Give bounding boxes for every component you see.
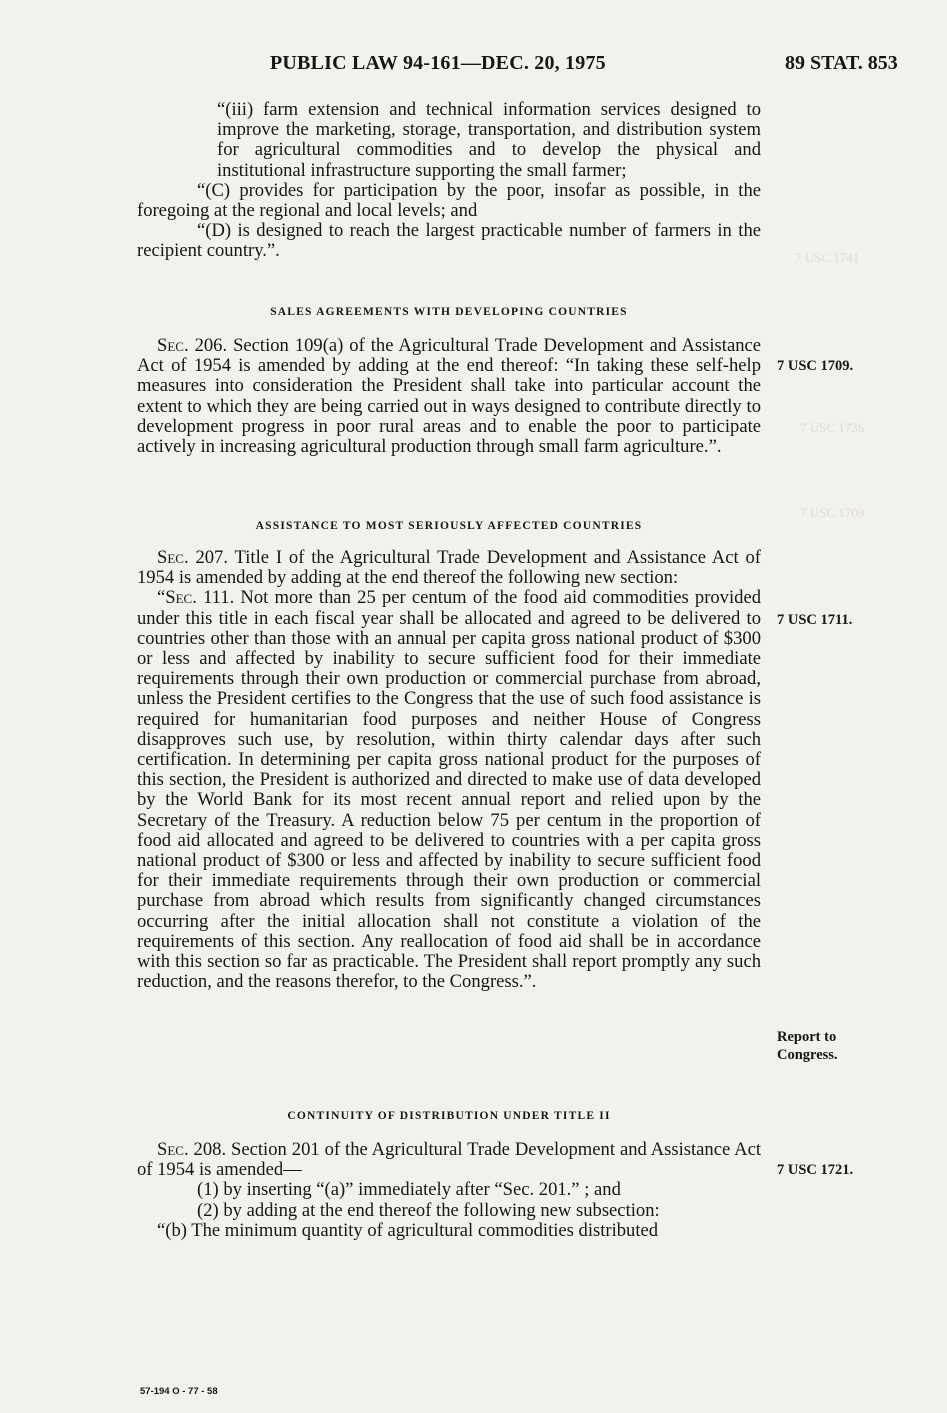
item-1: (1) by inserting “(a)” immediately after “Sec. 201.” ; and (197, 1179, 621, 1201)
clause-d: “(D) is designed to reach the largest practicable number of farmers in the recipient country.”. (137, 220, 761, 262)
statute-page-number: 89 STAT. 853 (785, 52, 898, 74)
bleed-through-text: 7 USC 1709 (800, 505, 865, 520)
section-111-text (137, 588, 761, 992)
bleed-through-text: 7 USC 1736 (800, 420, 865, 435)
section-heading-208: CONTINUITY OF DISTRIBUTION UNDER TITLE II (287, 1110, 611, 1122)
section-207-text (137, 548, 761, 588)
sec-label: Sec. (157, 547, 189, 568)
section-206 (137, 336, 761, 457)
section-207-body: 207. Title I of the Agricultural Trade Development and Assistance Act of 1954 is amended by adding at the end thereof the following new section: (137, 547, 761, 589)
section-207 (137, 548, 761, 992)
section-208 (137, 1140, 761, 1241)
item-2: (2) by adding at the end thereof the following new subsection: (197, 1199, 660, 1221)
margin-note-1721: 7 USC 1721. (777, 1162, 854, 1178)
margin-note-1711: 7 USC 1711. (777, 612, 853, 628)
section-208-text (137, 1140, 761, 1180)
section-heading-206: SALES AGREEMENTS WITH DEVELOPING COUNTRIES (270, 306, 628, 318)
printing-footer: 57-194 O - 77 - 58 (140, 1386, 218, 1397)
section-206-text (137, 336, 761, 457)
section-206-body: 206. Section 109(a) of the Agricultural Trade Development and Assistance Act of 1954 is amended by adding at the end thereof: “In taking these self-help measures into consideration the President shall take into particular account the extent to which they are being carried out in ways designed to contribute directly to development progress in poor rural areas and to enable the poor to participate actively in increasing agricultural production through small farm agriculture.”. (137, 335, 761, 458)
item-3: “(b) The minimum quantity of agricultural commodities distributed (157, 1219, 659, 1241)
sec-label: “Sec. (157, 587, 197, 609)
sec-label: Sec. (157, 335, 189, 356)
sec-label: Sec. (157, 1139, 189, 1160)
clause-iii: “(iii) farm extension and technical information services designed to improve the marketing, storage, transportation, and distribution system for agricultural commodities and to develop the physical and institutional infrastructure supporting the small farmer; (217, 99, 761, 181)
margin-note-report-line1: Report to (777, 1029, 837, 1045)
continued-provisions (137, 100, 761, 262)
running-header-title: PUBLIC LAW 94-161—DEC. 20, 1975 (270, 52, 606, 74)
clause-c: “(C) provides for participation by the poor, insofar as possible, in the foregoing at the regional and local levels; and (137, 179, 761, 222)
section-heading-207: ASSISTANCE TO MOST SERIOUSLY AFFECTED COUNTRIES (255, 520, 643, 532)
section-111-body: 111. Not more than 25 per centum of the food aid commodities provided under this title in each fiscal year shall be allocated and agreed to be delivered to countries other than those with an annual per capita gross national product of $300 or less and affected by inability to secure sufficient food for their immediate requirements through their own production or commercial purchase from abroad, unless the President certifies to the Congress that the use of such food assistance is required for humanitarian food purposes and neither House of Congress disapproves such use, by resolution, within thirty calendar days after such certification. In determining per capita gross national product for the purposes of this section, the President is authorized and directed to make use of data developed by the World Bank for its most recent annual report and relied upon by the Secretary of the Treasury. A reduction below 75 per centum in the proportion of food aid allocated and agreed to be delivered to countries with a per capita gross national product of $300 or less and affected by inability to secure sufficient food for their immediate requirements through their own production or commercial purchase from abroad which results from significantly changed circumstances occurring after the initial allocation shall not constitute a violation of the requirements of this section. Any reallocation of food aid shall be in accordance with this section so far as practicable. The President shall report promptly any such reduction, and the reasons therefor, to the Congress.”. (137, 587, 761, 993)
margin-note-1709: 7 USC 1709. (777, 358, 854, 374)
section-208-body: 208. Section 201 of the Agricultural Trade Development and Assistance Act of 1954 is amended— (137, 1139, 761, 1181)
bleed-through-text: 7 USC 1741 (795, 250, 860, 265)
margin-note-report-line2: Congress. (777, 1047, 838, 1063)
